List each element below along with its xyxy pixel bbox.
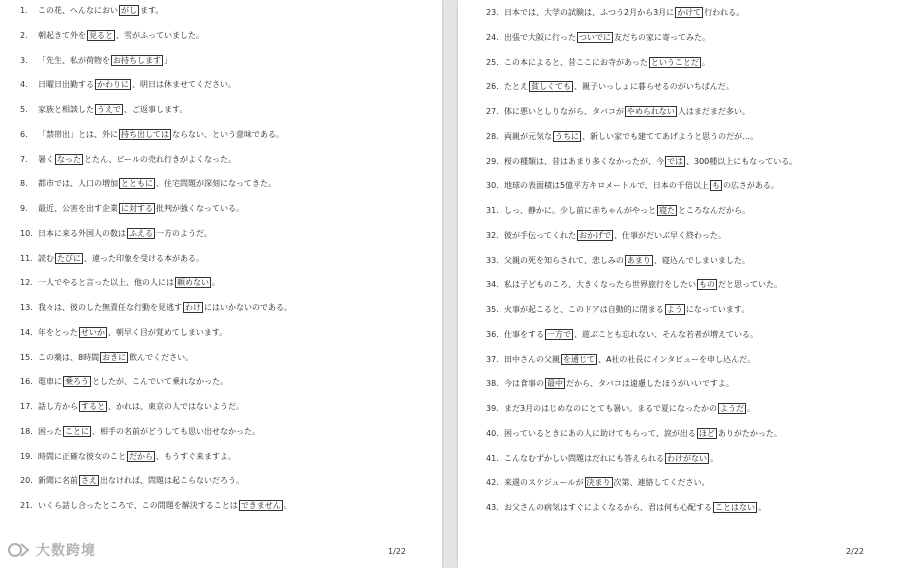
sentence-item [486, 205, 750, 216]
sentence-text-before: 彼が手伝ってくれた [504, 230, 576, 240]
sentence-item [20, 79, 236, 90]
sentence-text-before: この本によると、昔ここにお寺があった [504, 57, 648, 67]
sentence-item [20, 426, 260, 437]
boxed-answer: できません [240, 501, 281, 510]
sentence-text-before: 地球の表面積は5億平方キロメートルで、日本の千倍以上 [504, 181, 709, 191]
sentence-item [486, 453, 718, 464]
sentence-item [20, 475, 244, 486]
boxed-answer: もの [699, 280, 715, 290]
boxed-answer: を通じて [563, 354, 595, 364]
sentence-item [20, 129, 284, 140]
sentence-text-before: 我々は、彼のした無責任な行動を見逃す [38, 303, 182, 312]
boxed-answer: 持ち出しては [121, 129, 169, 139]
sentence-text-after: 、朝早く目が覚めてしまいます。 [107, 327, 228, 337]
sentence-text-before: 都市では、人口の増加 [38, 179, 118, 189]
boxed-answer: よう [666, 305, 683, 314]
sentence-item [20, 203, 244, 214]
sentence-number: 36. [486, 329, 499, 339]
sentence-item [486, 354, 755, 365]
sentence-text-after: 、300種以上にもなっている。 [686, 156, 798, 166]
sentence-number: 14. [20, 327, 33, 337]
sentence-text-after: 、雪がふっていました。 [116, 30, 204, 40]
sentence-number: 9. [20, 204, 28, 213]
sentence-item [486, 378, 734, 389]
sentence-item [486, 81, 734, 92]
sentence-number: 7. [20, 154, 28, 164]
page-number: 2/22 [846, 547, 864, 556]
boxed-answer: だから [129, 451, 153, 461]
boxed-answer: 一方で [547, 329, 571, 339]
boxed-answer: なった [57, 154, 81, 164]
sentence-item [486, 477, 710, 488]
sentence-text-before: 日本では、大学の試験は、ふつう2月から3月に [504, 8, 675, 17]
sentence-text-after: 、遊ぶことも忘れない、そんな若者が増えている。 [574, 329, 758, 339]
boxed-answer: 乗ろう [65, 377, 89, 387]
sentence-item [20, 104, 187, 115]
sentence-text-before: 父親の死を知らされて、悲しみの [504, 255, 624, 265]
sentence-text-after: ます。 [140, 6, 164, 15]
sentence-item [486, 279, 782, 290]
sentence-text-after: 飲んでください。 [129, 352, 194, 362]
boxed-answer: ほど [698, 428, 715, 438]
sentence-item [20, 55, 172, 66]
boxed-answer: では [667, 156, 683, 166]
sentence-text-after: 」 [164, 55, 172, 65]
sentence-text-after: 、かれは、東京の人ではないようだ。 [108, 402, 244, 411]
sentence-number: 42. [486, 478, 499, 488]
boxed-answer: うちに [555, 131, 579, 141]
boxed-answer: わけがない [667, 453, 707, 463]
sentence-number: 11. [20, 253, 33, 263]
boxed-answer: 決まり [586, 478, 611, 488]
sentence-text-before: 桜の種類は、昔はあまり多くなかったが、今 [504, 156, 664, 166]
sentence-text-before: 仕事をする [504, 329, 544, 339]
watermark [8, 540, 96, 560]
sentence-number: 39. [486, 404, 499, 413]
sentence-text-before: 田中さんの父親 [504, 354, 560, 364]
sentence-text-before: 火事が起こると、このドアは自動的に閉まる [504, 305, 664, 314]
sentence-text-before: 暑く [38, 154, 54, 164]
sentence-number: 4. [20, 80, 28, 90]
sentence-text-after: ところなんだから。 [678, 206, 750, 215]
boxed-answer: ことはない [715, 503, 755, 512]
sentence-number: 15. [20, 352, 33, 362]
sentence-text-before: いくら話し合ったところで、この問題を解決することは [38, 501, 238, 510]
document-page-2 [458, 0, 900, 568]
sentence-text-before: 両親が元気な [504, 131, 552, 141]
boxed-answer: がし [121, 6, 137, 15]
sentence-text-after: にはいかないのである。 [204, 303, 292, 312]
sentence-text-after: 、違った印象を受ける本がある。 [84, 253, 204, 263]
sentence-text-before: お父さんの病気はすぐによくなるから、君は何も心配する [504, 503, 712, 512]
sentence-item [486, 106, 750, 117]
sentence-text-before: 日曜日出勤する [38, 80, 94, 90]
sentence-text-before: 時間に正確な彼女のこと [38, 451, 126, 461]
sentence-text-before: この薬は、8時間 [38, 352, 100, 362]
sentence-item [20, 228, 212, 239]
sentence-text-before: 家族と相談した [38, 105, 94, 114]
sentence-text-before: 話し方から [38, 402, 78, 411]
sentence-item [486, 403, 755, 414]
sentence-text-before: 困っているときにあの人に助けてもらって、涙が出る [504, 428, 696, 438]
sentence-text-before: 朝起きて外を [38, 30, 86, 40]
sentence-text-after: 、A社の社長にインタビューを申し込んだ。 [598, 354, 756, 364]
sentence-number: 1. [20, 6, 28, 15]
sentence-text-before: 「先生、私が荷物を [38, 55, 110, 65]
boxed-answer: 貧しくても [531, 82, 571, 92]
page-number: 1/22 [388, 547, 406, 556]
sentence-item [20, 451, 236, 462]
sentence-item [486, 329, 758, 340]
boxed-answer: ということだ [650, 57, 699, 67]
sentence-item [486, 230, 726, 241]
sentence-number: 34. [486, 280, 499, 290]
boxed-answer: あまり [626, 255, 651, 265]
sentence-text-before: 困った [38, 426, 62, 436]
sentence-number: 24. [486, 32, 499, 42]
sentence-text-after: 。 [710, 453, 718, 463]
sentence-text-after: 、もうすぐ来ますよ。 [156, 451, 236, 461]
sentence-text-after: 、仕事がだいぶ早く終わった。 [614, 230, 726, 240]
sentence-item [20, 302, 292, 313]
boxed-answer: かけて [677, 8, 702, 17]
boxed-answer: ふえる [129, 228, 153, 238]
sentence-text-after: 。 [283, 501, 292, 510]
sentence-text-after: 、住宅問題が深刻になってきた。 [156, 179, 276, 189]
boxed-answer: お持ちします [113, 55, 161, 65]
sentence-item [486, 428, 782, 439]
sentence-text-before: 新聞に名前 [38, 476, 78, 486]
boxed-answer: やめられない [626, 107, 675, 116]
boxed-answer: さえ [81, 476, 97, 486]
sentence-number: 3. [20, 55, 28, 65]
sentence-item [486, 255, 750, 266]
sentence-text-after: 、寝込んでしまいました。 [653, 255, 750, 265]
sentence-number: 29. [486, 156, 499, 166]
sentence-item [20, 500, 292, 511]
sentence-text-after: 、親子いっしょに暮らせるのがいちばんだ。 [574, 82, 734, 92]
sentence-text-after: 、相手の名前がどうしても思い出せなかった。 [92, 426, 260, 436]
sentence-number: 35. [486, 305, 499, 314]
sentence-text-after: としたが、こんでいて乗れなかった。 [92, 377, 228, 387]
sentence-number: 26. [486, 82, 499, 92]
boxed-answer: も [711, 181, 720, 191]
sentence-text-after: 。 [701, 57, 710, 67]
sentence-number: 5. [20, 105, 28, 114]
sentence-text-before: 今は食事の [504, 379, 544, 389]
boxed-answer: たびに [57, 253, 81, 263]
sentence-item [486, 304, 749, 315]
boxed-answer: 最中 [547, 379, 563, 389]
sentence-text-after: の広さがある。 [722, 181, 779, 191]
boxed-answer: わけ [185, 303, 201, 312]
sentence-item [486, 32, 710, 43]
watermark-logo-icon [8, 541, 30, 559]
sentence-number: 19. [20, 451, 33, 461]
sentence-text-after: ありがたかった。 [717, 428, 782, 438]
sentence-item [486, 502, 766, 513]
sentence-item [486, 156, 797, 167]
sentence-number: 25. [486, 57, 499, 67]
document-page-1 [0, 0, 442, 568]
boxed-answer: ようだ [720, 404, 745, 413]
sentence-text-after: 次第、連絡してください。 [613, 478, 710, 488]
sentence-number: 2. [20, 30, 28, 40]
sentence-text-after: 友だちの家に寄ってみた。 [614, 32, 710, 42]
boxed-answer: とともに [121, 179, 153, 189]
sentence-number: 41. [486, 453, 499, 463]
sentence-item [486, 57, 710, 68]
sentence-number: 13. [20, 303, 33, 312]
sentence-text-after: 批判が強くなっている。 [156, 204, 244, 213]
sentence-text-before: 出張で大阪に行った [504, 32, 576, 42]
boxed-answer: 見ると [89, 30, 113, 40]
sentence-number: 38. [486, 379, 499, 389]
sentence-text-after: とたん、ビールの売れ行きがよくなった。 [84, 154, 236, 164]
sentence-number: 12. [20, 278, 33, 288]
boxed-answer: 頼めない [177, 278, 209, 288]
sentence-text-before: たとえ [504, 82, 528, 92]
sentence-number: 23. [486, 8, 499, 17]
sentence-text-after: 。 [758, 503, 766, 512]
sentence-text-after: 出なければ、問題は起こらないだろう。 [100, 476, 244, 486]
sentence-item [20, 253, 204, 264]
sentence-number: 10. [20, 228, 33, 238]
sentence-number: 20. [20, 476, 33, 486]
sentence-text-after: 行われる。 [704, 8, 745, 17]
sentence-text-after: 、ご返事します。 [124, 105, 188, 114]
boxed-answer: うえで [97, 105, 121, 114]
boxed-answer: に対する [121, 204, 153, 213]
sentence-number: 27. [486, 107, 499, 116]
boxed-answer: ことに [65, 426, 89, 436]
boxed-answer: おきに [102, 352, 127, 362]
sentence-text-before: 日本に来る外国人の数は [38, 228, 126, 238]
sentence-text-after: 。 [747, 404, 756, 413]
sentence-text-before: 年をとった [38, 327, 78, 337]
sentence-text-before: まだ3月のはじめなのにとても暑い。まるで夏になったかの [504, 404, 718, 413]
sentence-item [20, 352, 193, 363]
sentence-number: 18. [20, 426, 33, 436]
sentence-number: 17. [20, 402, 33, 411]
sentence-number: 8. [20, 179, 28, 189]
sentence-number: 33. [486, 255, 499, 265]
sentence-text-before: この花、へんなにおい [38, 6, 118, 15]
sentence-number: 32. [486, 230, 499, 240]
sentence-number: 28. [486, 131, 499, 141]
sentence-text-after: 、新しい家でも建ててあげようと思うのだが…。 [582, 131, 758, 141]
sentence-item [20, 401, 244, 412]
sentence-item [20, 5, 163, 16]
sentence-text-before: 「禁帯出」とは、外に [38, 129, 118, 139]
boxed-answer: おかげで [579, 230, 611, 240]
sentence-text-before: 電車に [38, 377, 62, 387]
boxed-answer: かわりに [97, 80, 129, 90]
sentence-text-after: だから、タバコは遠慮したほうがいいですよ。 [566, 379, 734, 389]
sentence-number: 31. [486, 206, 499, 215]
sentence-item [20, 154, 236, 165]
sentence-text-after: ならない、という意味である。 [172, 129, 284, 139]
sentence-item [20, 327, 227, 338]
sentence-item [486, 180, 779, 191]
boxed-answer: すると [81, 402, 105, 411]
sentence-item [486, 7, 744, 18]
sentence-text-before: 来週のスケジュールが [504, 478, 584, 488]
sentence-item [20, 277, 220, 288]
sentence-item [20, 30, 204, 41]
sentence-number: 30. [486, 181, 499, 191]
boxed-answer: 寝た [659, 206, 675, 215]
sentence-number: 6. [20, 129, 28, 139]
sentence-text-before: こんなむずかしい問題はだれにも答えられる [504, 453, 664, 463]
sentence-text-after: 。 [212, 278, 220, 288]
sentence-item [20, 178, 276, 189]
sentence-text-after: 、明日は休ませてください。 [132, 80, 236, 90]
boxed-answer: ついでに [579, 32, 611, 42]
sentence-text-before: しっ、静かに。少し前に赤ちゃんがやっと [504, 206, 656, 215]
sentence-number: 16. [20, 377, 33, 387]
boxed-answer: せいか [80, 327, 105, 337]
sentence-item [20, 376, 228, 387]
sentence-text-after: になっています。 [685, 305, 750, 314]
sentence-number: 43. [486, 503, 499, 512]
sentence-number: 37. [486, 354, 499, 364]
sentence-text-before: 最近、公害を出す企業 [38, 204, 118, 213]
sentence-number: 40. [486, 428, 499, 438]
sentence-text-before: 体に悪いとしりながら、タバコが [504, 107, 624, 116]
sentence-item [486, 131, 758, 142]
sentence-text-before: 読む [38, 253, 54, 263]
sentence-text-before: 一人でやると言った以上、他の人には [38, 278, 174, 288]
watermark-text: 大数跨境 [36, 543, 96, 559]
sentence-text-after: だと思っていた。 [718, 280, 782, 290]
sentence-text-before: 私は子どものころ、大きくなったら世界旅行をしたい [504, 280, 696, 290]
sentence-text-after: 一方のようだ。 [156, 228, 212, 238]
sentence-number: 21. [20, 501, 33, 510]
sentence-text-after: 人はまだまだ多い。 [677, 107, 750, 116]
